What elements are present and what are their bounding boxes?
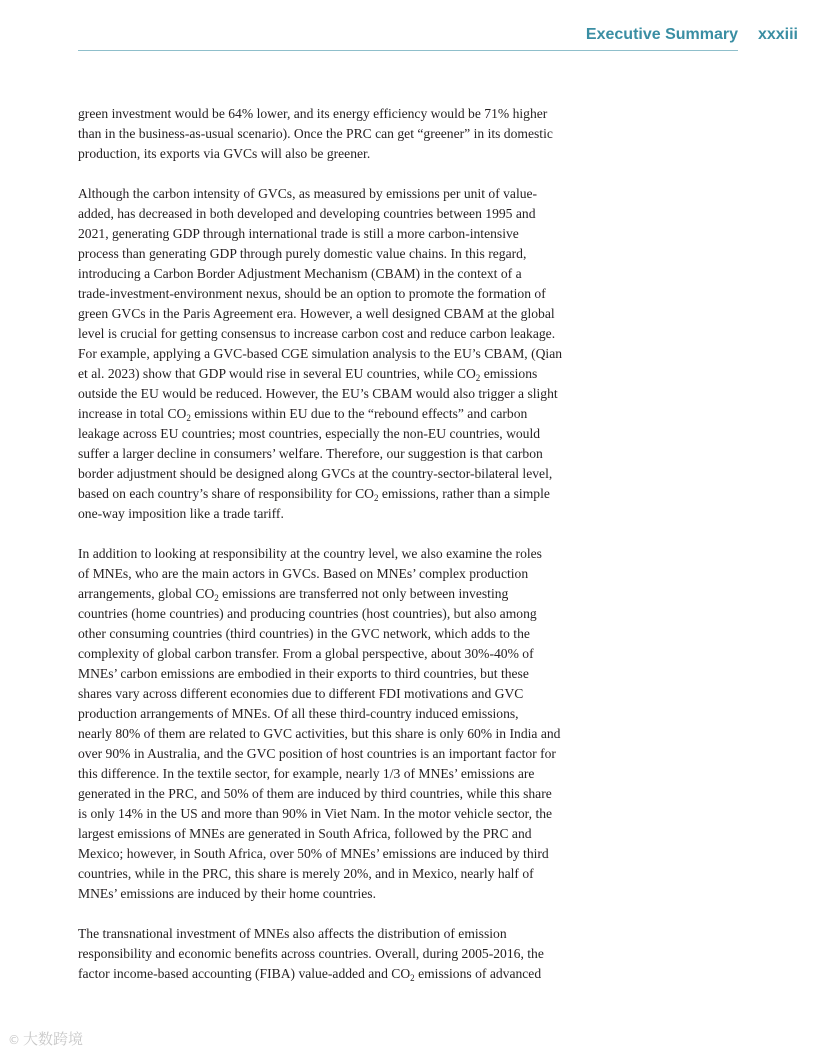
body-text — [78, 104, 611, 1004]
watermark-icon: © — [8, 1033, 20, 1047]
co2-subscript: 2 — [475, 373, 481, 383]
co2-subscript: 2 — [373, 493, 379, 503]
page-header — [0, 0, 816, 60]
paragraph: In addition to looking at responsibility at the country level, we also examine the roles of MNEs, who are the main actors in GVCs. Based on MNEs’ complex production arrangements, global $CO_2$ emissions are transferred not only between investing countries (home countries) and producing countries (host countries), but also among other consuming countries (third countries) in the GVC network, which adds to the complexity of global carbon transfer. From a global perspective, about 30%-40% of MNEs’ carbon emissions are embodied in their exports to third countries, but these shares vary across different economies due to different FDI motivations and GVC production arrangements of MNEs. Of all these third-country induced emissions, nearly 80% of them are related to GVC activities, but this share is only 60% in India and over 90% in Australia, and the GVC position of host countries is an important factor for this difference. In the textile sector, for example, nearly 1/3 of MNEs’ emissions are generated in the PRC, and 50% of them are induced by third countries, while this share is only 14% in the US and more than 90% in Viet Nam. In the motor vehicle sector, the largest emissions of MNEs are generated in South Africa, followed by the PRC and Mexico; however, in South Africa, over 50% of MNEs’ emissions are induced by third countries, while in the PRC, this share is merely 20%, and in Mexico, nearly half of MNEs’ emissions are induced by their home countries. — [78, 546, 561, 901]
paragraph: The transnational investment of MNEs also affects the distribution of emission responsibility and economic benefits across countries. Overall, during 2005-2016, the factor income-based accounting (FIBA) value-added and $CO_2$ emissions of advanced — [78, 926, 544, 983]
watermark-text: 大数跨境 — [23, 1030, 84, 1048]
co2-subscript: 2 — [410, 973, 415, 983]
section-title: Executive Summary — [585, 26, 738, 43]
header-rule — [78, 50, 738, 51]
co2-subscript: 2 — [214, 593, 219, 603]
watermark — [8, 1028, 83, 1049]
co2-subscript: 2 — [186, 413, 191, 423]
page-number: xxxiii — [757, 26, 798, 43]
paragraph: green investment would be 64% lower, and its energy efficiency would be 71% higher than in the business-as-usual scenario). Once the PRC can get “greener” in its domestic production, its exports via GVCs will also be greener. — [78, 106, 553, 161]
paragraph: Although the carbon intensity of GVCs, as measured by emissions per unit of value- added, has decreased in both developed and developing countries between 1995 and 2021, generating GDP through international trade is still a more carbon-intensive process than generating GDP through purely domestic value chains. In this regard, introducing a Carbon Border Adjustment Mechanism (CBAM) in the context of a trade-investment-environment nexus, should be an option to promote the formation of green GVCs in the Paris Agreement era. However, a well designed CBAM at the global level is crucial for getting consensus to increase carbon cost and reduce carbon leakage. For example, applying a GVC-based CGE simulation analysis to the EU’s CBAM, (Qian et al. 2023) show that GDP would rise in several EU countries, while $CO_2$ emissions outside the EU would be reduced. However, the EU’s CBAM would also trigger a slight increase in total $CO_2$ emissions within EU due to the “rebound effects” and carbon leakage across EU countries; most countries, especially the non-EU countries, would suffer a larger decline in consumers’ welfare. Therefore, our suggestion is that carbon border adjustment should be designed along GVCs at the country-sector-bilateral level, based on each country’s share of responsibility for $CO_2$ emissions, rather than a simple one-way imposition like a trade tariff. — [78, 186, 563, 521]
